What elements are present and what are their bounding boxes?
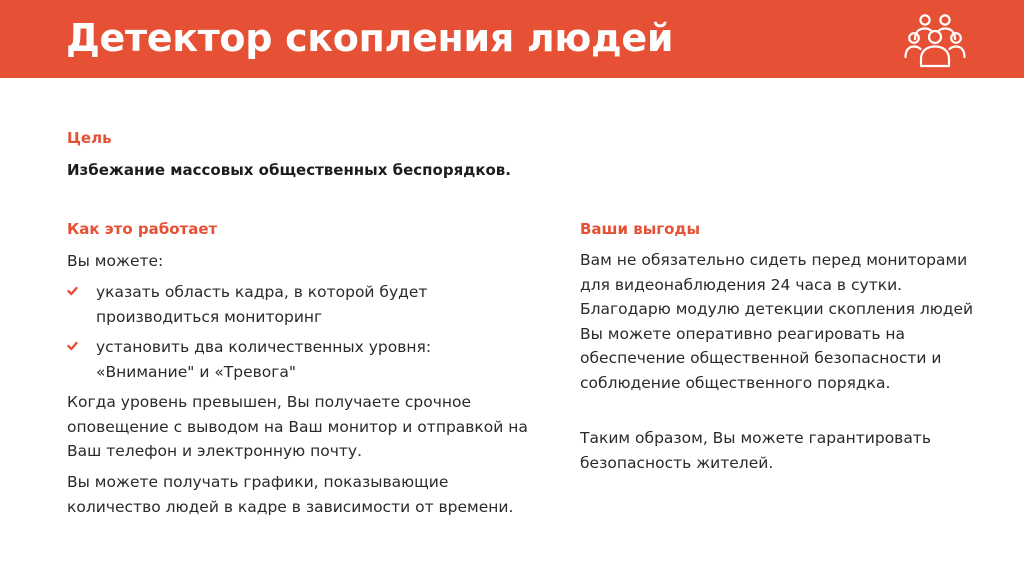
check-icon bbox=[67, 286, 78, 296]
how-it-works-paragraph: Когда уровень превышен, Вы получаете срочное оповещение с выводом на Ваш монитор и отправкой на Ваш телефон и электронную почту. bbox=[67, 393, 528, 460]
how-it-works-paragraph: Вы можете получать графики, показывающие количество людей в кадре в зависимости от времени. bbox=[67, 473, 514, 516]
benefits-paragraph: Таким образом, Вы можете гарантировать безопасность жителей. bbox=[580, 429, 931, 472]
benefits-heading: Ваши выгоды bbox=[580, 220, 701, 238]
how-it-works-heading: Как это работает bbox=[67, 220, 218, 238]
list-item bbox=[67, 335, 537, 385]
how-it-works-intro: Вы можете: bbox=[67, 252, 164, 270]
people-group-icon bbox=[904, 12, 966, 68]
check-icon bbox=[67, 341, 78, 351]
bullet-text: установить два количественных уровня: «Внимание" и «Тревога" bbox=[96, 338, 432, 381]
page-title: Детектор скопления людей bbox=[66, 16, 674, 60]
bullet-text: указать область кадра, в которой будет производиться мониторинг bbox=[96, 283, 428, 326]
header-bar bbox=[0, 0, 1024, 78]
list-item bbox=[67, 280, 537, 330]
goal-text: Избежание массовых общественных беспорядков. bbox=[67, 161, 512, 179]
benefits-paragraph: Вам не обязательно сидеть перед мониторами для видеонаблюдения 24 часа в сутки. Благодарю модулю детекции скопления людей Вы можете оперативно реагировать на обеспечение общественной безопасности и соблюдение общественного порядка. bbox=[580, 251, 974, 392]
goal-heading: Цель bbox=[67, 129, 112, 147]
